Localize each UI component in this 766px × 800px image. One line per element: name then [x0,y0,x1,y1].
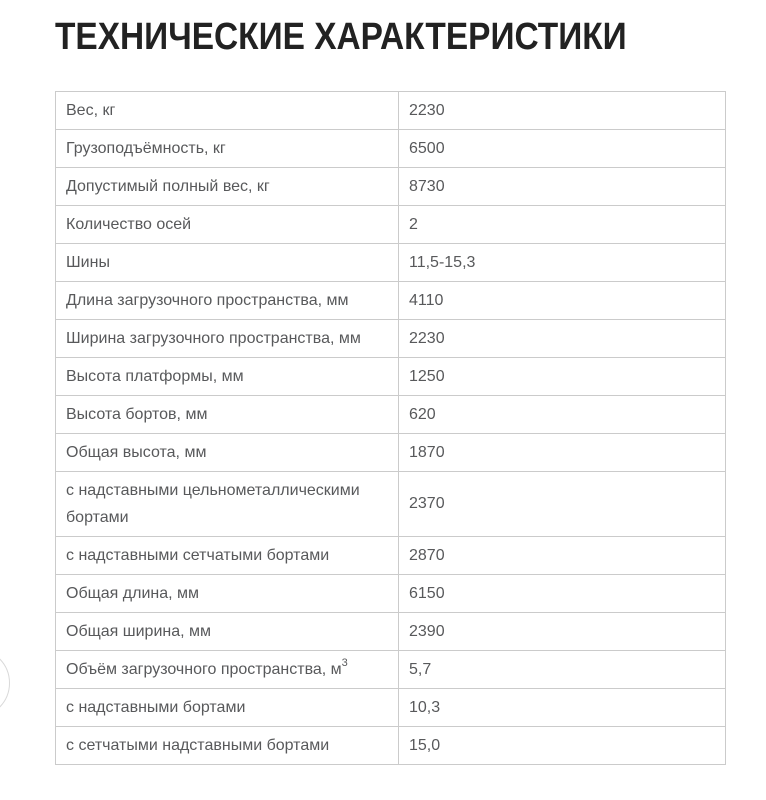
specs-table [55,91,726,765]
spec-label: с сетчатыми надставными бортами [56,726,399,764]
spec-label: с надставными цельнометаллическими бортами [56,471,399,536]
table-row [56,688,726,726]
spec-value: 2870 [399,536,726,574]
table-row [56,471,726,536]
spec-label: Общая длина, мм [56,574,399,612]
table-row [56,612,726,650]
table-row [56,433,726,471]
spec-label: Высота платформы, мм [56,357,399,395]
table-row [56,91,726,129]
spec-label: Шины [56,243,399,281]
table-row [56,205,726,243]
table-row [56,536,726,574]
spec-label: Объём загрузочного пространства, $м^3$ [56,650,399,688]
spec-label: с надставными сетчатыми бортами [56,536,399,574]
spec-value: 15,0 [399,726,726,764]
spec-value: 11,5-15,3 [399,243,726,281]
spec-value: 620 [399,395,726,433]
spec-value: 4110 [399,281,726,319]
table-row [56,650,726,688]
spec-value: 2230 [399,319,726,357]
spec-label: Общая высота, мм [56,433,399,471]
table-row [56,281,726,319]
spec-label: Вес, кг [56,91,399,129]
spec-value: 2390 [399,612,726,650]
spec-value: 8730 [399,167,726,205]
table-row [56,726,726,764]
spec-label: Грузоподъёмность, кг [56,129,399,167]
spec-label: Количество осей [56,205,399,243]
spec-value: 2230 [399,91,726,129]
spec-label: Высота бортов, мм [56,395,399,433]
spec-label: Допустимый полный вес, кг [56,167,399,205]
specs-table-body [56,91,726,764]
page-title: ТЕХНИЧЕСКИЕ ХАРАКТЕРИСТИКИ [55,16,627,58]
left-edge-artifact [0,648,10,718]
spec-value: 1250 [399,357,726,395]
spec-value: 6500 [399,129,726,167]
spec-value: 1870 [399,433,726,471]
spec-value: 5,7 [399,650,726,688]
spec-value: 6150 [399,574,726,612]
spec-value: 2370 [399,471,726,536]
table-row [56,395,726,433]
spec-value: 10,3 [399,688,726,726]
superscript: 3 [341,657,348,670]
spec-label: Длина загрузочного пространства, мм [56,281,399,319]
table-row [56,357,726,395]
table-row [56,243,726,281]
spec-value: 2 [399,205,726,243]
table-row [56,574,726,612]
table-row [56,319,726,357]
spec-label: Ширина загрузочного пространства, мм [56,319,399,357]
table-row [56,129,726,167]
table-row [56,167,726,205]
spec-label: с надставными бортами [56,688,399,726]
spec-label: Общая ширина, мм [56,612,399,650]
